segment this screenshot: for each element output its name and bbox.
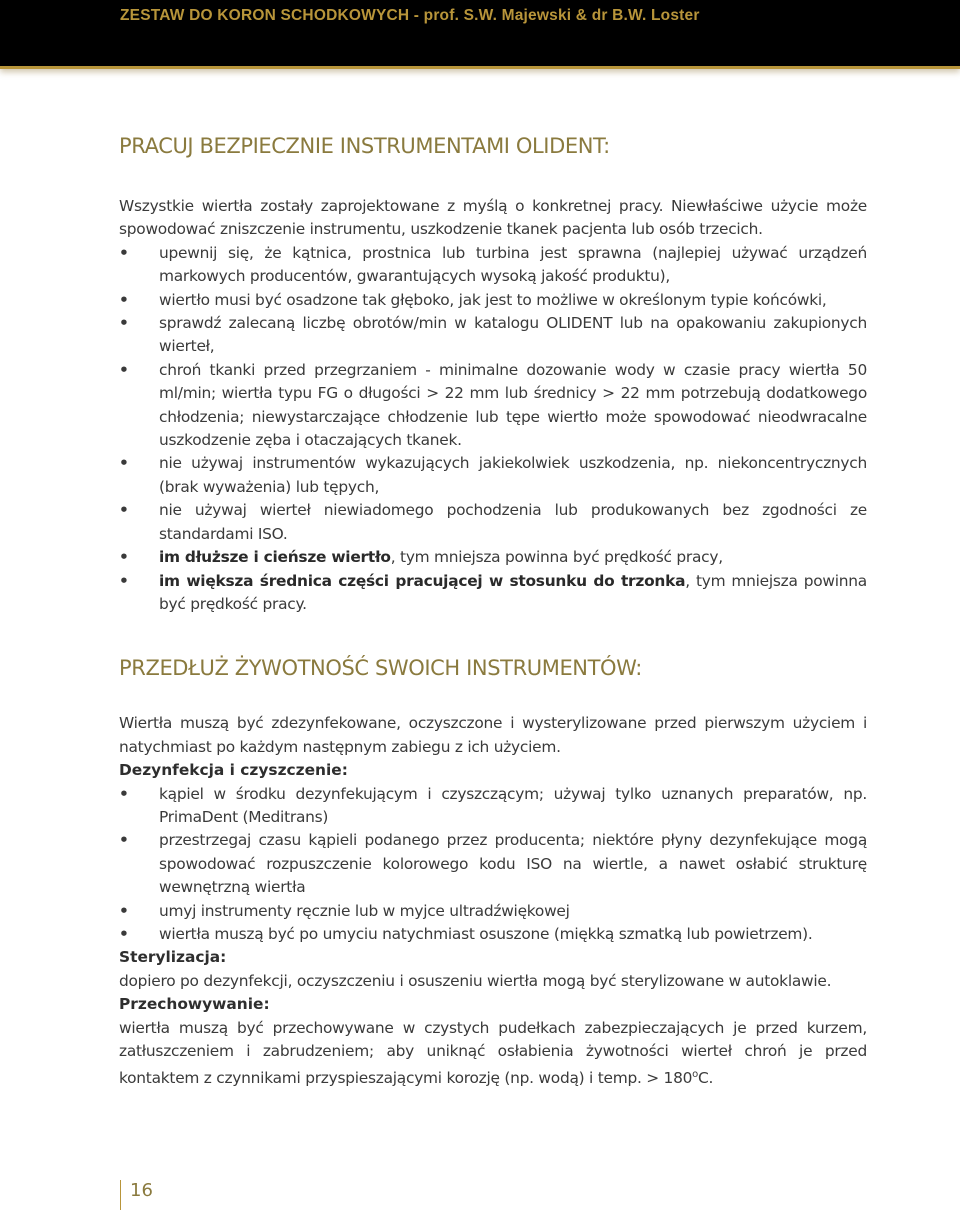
safety-list: [119, 242, 867, 617]
emphasis-text: im dłuższe i cieńsze wiertło: [159, 548, 391, 567]
list-item: • im dłuższe i cieńsze wiertło, tym mniejsza powinna być prędkość pracy,: [119, 546, 867, 569]
list-item: • kąpiel w środku dezynfekującym i czyszczącym; używaj tylko uznanych preparatów, np. PrimaDent (Meditrans): [119, 784, 867, 826]
list-item: • wiertło musi być osadzone tak głęboko, jak jest to możliwe w określonym typie końcówki,: [119, 289, 867, 312]
header-title: ZESTAW DO KORON SCHODKOWYCH - prof. S.W. Majewski & dr B.W. Loster: [120, 7, 700, 24]
page-content: [119, 130, 867, 1091]
lifespan-intro: Wiertła muszą być zdezynfekowane, oczyszczone i wysterylizowane przed pierwszym użyciem i natychmiast po każdym następnym zabiegu z ich użyciem.: [119, 714, 867, 756]
page-header: [0, 0, 960, 66]
emphasis-text: im większa średnica części pracującej w stosunku do trzonka: [159, 571, 686, 590]
bullet-icon: •: [119, 831, 129, 850]
bullet-icon: •: [119, 290, 129, 309]
storage-text: wiertła muszą być przechowywane w czystych pudełkach zabezpieczających je przed kurzem, zatłuszczeniem i zabrudzeniem; aby uniknąć osłabienia żywotności wierteł chroń je przed kontaktem z czynnikami przyspieszającymi korozję (np. wodą) i temp. > $180^oC$.: [119, 1018, 867, 1088]
bullet-icon: •: [119, 501, 129, 520]
section-heading-lifespan: PRZEDŁUŻ ŻYWOTNOŚĆ SWOICH INSTRUMENTÓW:: [119, 656, 642, 681]
storage-label: Przechowywanie:: [119, 995, 270, 1014]
bullet-icon: •: [119, 548, 129, 567]
section-heading-safety: PRACUJ BEZPIECZNIE INSTRUMENTAMI OLIDENT:: [119, 134, 610, 158]
sterilization-text: dopiero po dezynfekcji, oczyszczeniu i osuszeniu wiertła mogą być sterylizowane w autoklawie.: [119, 971, 832, 990]
bullet-icon: •: [119, 314, 129, 333]
list-item: • upewnij się, że kątnica, prostnica lub turbina jest sprawna (najlepiej używać urządzeń markowych producentów, gwarantujących wysoką jakość produktu),: [119, 243, 867, 286]
sterilization-label: Sterylizacja:: [119, 948, 227, 967]
list-item: • sprawdź zalecaną liczbę obrotów/min w katalogu OLIDENT lub na opakowaniu zakupionych wierteł,: [119, 314, 867, 356]
disinfection-list: [119, 783, 867, 947]
bullet-icon: •: [119, 571, 129, 590]
list-item: • nie używaj wierteł niewiadomego pochodzenia lub produkowanych bez zgodności ze standardami ISO.: [119, 501, 867, 543]
list-item: • im większa średnica części pracującej w stosunku do trzonka, tym mniejsza powinna być prędkość pracy.: [119, 571, 867, 613]
bullet-icon: •: [119, 360, 129, 379]
bullet-icon: •: [119, 243, 129, 262]
safety-intro: Wszystkie wiertła zostały zaprojektowane z myślą o konkretnej pracy. Niewłaściwe użycie może spowodować zniszczenie instrumentu, uszkodzenie tkanek pacjenta lub osób trzecich.: [119, 197, 867, 239]
list-item: • wiertła muszą być po umyciu natychmiast osuszone (miękką szmatką lub powietrzem).: [119, 923, 867, 946]
bullet-icon: •: [119, 784, 129, 803]
bullet-icon: •: [119, 901, 129, 920]
list-item: • umyj instrumenty ręcznie lub w myjce ultradźwiękowej: [119, 900, 867, 923]
list-item: • przestrzegaj czasu kąpieli podanego przez producenta; niektóre płyny dezynfekujące mogą spowodować rozpuszczenie kolorowego kodu ISO na wiertle, a nawet osłabić strukturę wewnętrzną wiertła: [119, 831, 867, 897]
degree-symbol: o: [692, 1069, 699, 1081]
list-item: • nie używaj instrumentów wykazujących jakiekolwiek uszkodzenia, np. niekoncentrycznych (brak wyważenia) lub tępych,: [119, 454, 867, 496]
bullet-icon: •: [119, 924, 129, 943]
page-number: 16: [120, 1180, 153, 1210]
disinfection-label: Dezynfekcja i czyszczenie:: [119, 761, 348, 780]
list-item: • chroń tkanki przed przegrzaniem - minimalne dozowanie wody w czasie pracy wiertła 50 ml/min; wiertła typu FG o długości > 22 mm lub średnicy > 22 mm potrzebują dodatkowego chłodzenia; niewystarczające chłodzenie lub tępe wiertło może spowodować nieodwracalne uszkodzenie zęba i otaczających tkanek.: [119, 360, 867, 450]
bullet-icon: •: [119, 454, 129, 473]
